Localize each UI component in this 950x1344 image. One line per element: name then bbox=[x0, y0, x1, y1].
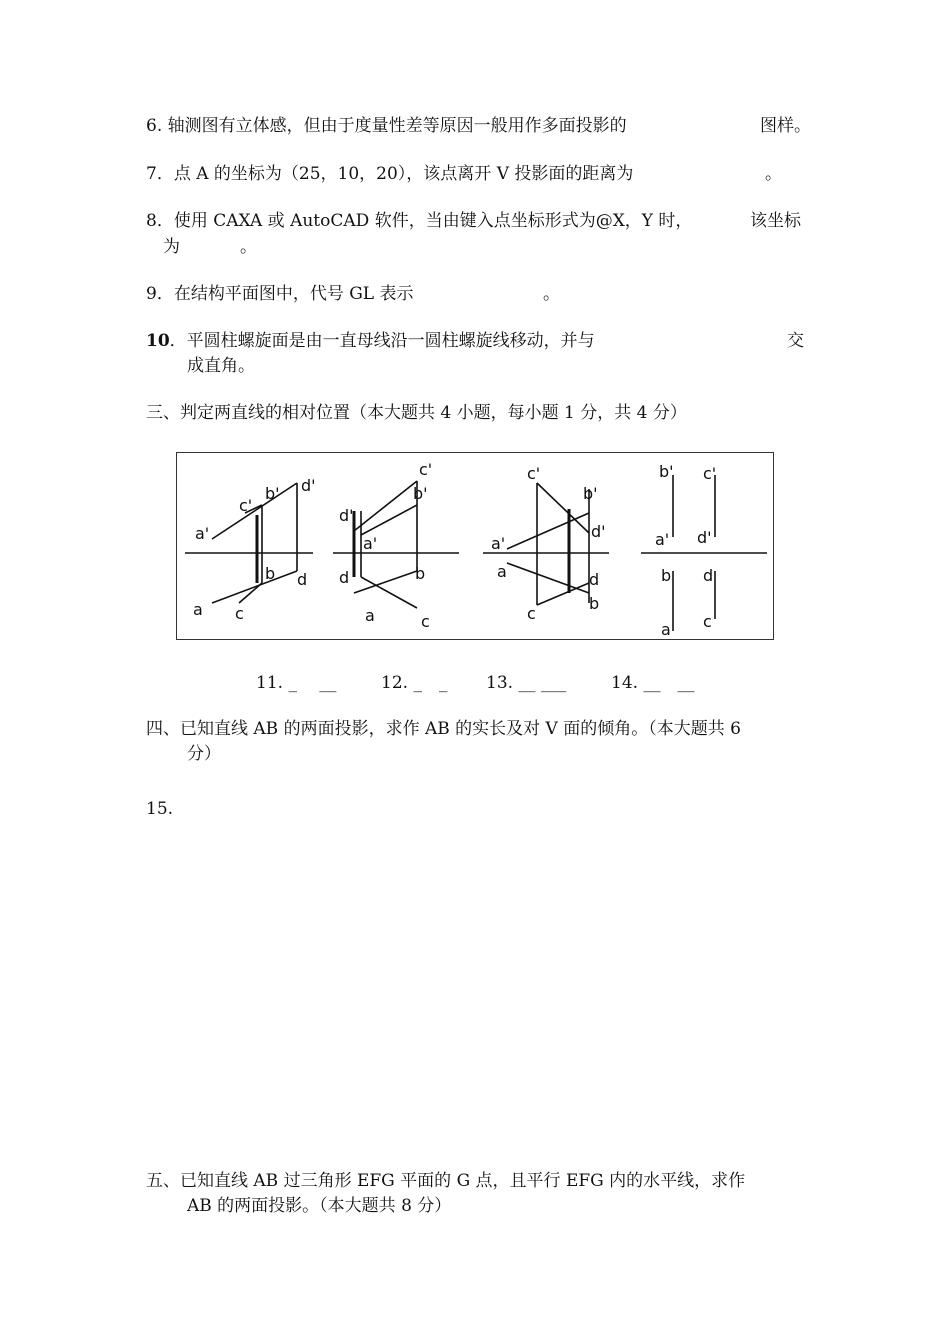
fig1-line-c bbox=[239, 583, 262, 603]
fig3-label-b-prime: b' bbox=[583, 484, 598, 503]
fig2-label-b: b bbox=[415, 564, 426, 583]
fig4-label-a: a bbox=[661, 620, 671, 639]
question-10-number: 10 bbox=[146, 331, 170, 351]
answer-13: 13. __ ___ bbox=[486, 673, 567, 693]
fig2-label-d: d bbox=[339, 568, 350, 587]
fig4-label-b: b bbox=[661, 566, 672, 585]
fig2-label-d-prime: d' bbox=[339, 506, 354, 525]
section-4-line2: 分） bbox=[187, 744, 221, 764]
fig3-label-c: c bbox=[527, 604, 536, 623]
fig1-label-d-prime: d' bbox=[301, 476, 316, 495]
fig3-line-2 bbox=[537, 483, 589, 533]
question-10-text: ．平圆柱螺旋面是由一直母线沿一圆柱螺旋线移动，并与 bbox=[169, 331, 595, 351]
projection-diagrams-svg bbox=[177, 453, 773, 639]
fig2-label-a-prime: a' bbox=[363, 534, 378, 553]
section-3-title: 三、判定两直线的相对位置（本大题共 4 小题，每小题 1 分，共 4 分） bbox=[146, 403, 687, 423]
question-8-line2-tail: 。 bbox=[240, 237, 257, 257]
fig1-label-b: b bbox=[265, 564, 276, 583]
question-8: 8．使用 CAXA 或 AutoCAD 软件，当由键入点坐标形式为@X，Y 时， bbox=[146, 211, 693, 231]
fig1-line-a-prime bbox=[212, 483, 297, 539]
question-10 bbox=[146, 329, 595, 353]
answer-12: 12. _ _ bbox=[381, 673, 448, 693]
fig4-label-b-prime: b' bbox=[659, 462, 674, 481]
question-6-text: 6. 轴测图有立体感，但由于度量性差等原因一般用作多面投影的 bbox=[146, 116, 627, 136]
projection-figure bbox=[176, 452, 774, 640]
fig2-cross-1 bbox=[361, 577, 417, 608]
fig3-label-d-prime: d' bbox=[591, 522, 606, 541]
fig4-label-c: c bbox=[703, 612, 712, 631]
question-10-tail: 交 bbox=[787, 331, 804, 351]
question-8-tail: 该坐标 bbox=[750, 211, 801, 231]
fig4-label-d-prime: d' bbox=[697, 528, 712, 547]
question-15-number: 15. bbox=[146, 799, 174, 819]
question-10-line2: 成直角。 bbox=[187, 356, 255, 376]
fig2-label-b-prime: b' bbox=[413, 484, 428, 503]
fig3-label-d: d bbox=[589, 570, 600, 589]
fig1-label-c: c bbox=[235, 604, 244, 623]
fig3-line-1 bbox=[507, 513, 589, 549]
fig4-label-c-prime: c' bbox=[703, 464, 717, 483]
fig1-line-a bbox=[212, 571, 297, 603]
question-6-tail: 图样。 bbox=[760, 116, 811, 136]
fig1-label-b-prime: b' bbox=[265, 484, 280, 503]
fig3-label-a: a bbox=[497, 562, 507, 581]
fig1-label-d: d bbox=[297, 570, 308, 589]
fig2-label-c-prime: c' bbox=[419, 460, 433, 479]
fig4-label-a-prime: a' bbox=[655, 530, 670, 549]
fig4-label-d: d bbox=[703, 566, 714, 585]
question-8-line2: 为 bbox=[163, 237, 180, 257]
question-6 bbox=[146, 114, 627, 138]
fig3-label-c-prime: c' bbox=[527, 464, 541, 483]
fig1-label-a: a bbox=[193, 600, 203, 619]
question-7-tail: 。 bbox=[765, 164, 782, 184]
question-7: 7．点 A 的坐标为（25，10，20），该点离开 V 投影面的距离为 bbox=[146, 164, 634, 184]
fig2-line-d-prime bbox=[354, 481, 417, 531]
fig3-label-a-prime: a' bbox=[491, 534, 506, 553]
fig1-label-c-prime: c' bbox=[239, 496, 253, 515]
section-5-line2: AB 的两面投影。（本大题共 8 分） bbox=[187, 1196, 452, 1216]
section-4-title: 四、已知直线 AB 的两面投影，求作 AB 的实长及对 V 面的倾角。（本大题共 6 bbox=[146, 719, 741, 739]
question-9-tail: 。 bbox=[543, 284, 560, 304]
question-9: 9．在结构平面图中，代号 GL 表示 bbox=[146, 284, 414, 304]
fig3-line-4 bbox=[537, 583, 589, 605]
answer-14: 14. __ __ bbox=[611, 673, 695, 693]
fig3-label-b: b bbox=[589, 594, 600, 613]
section-5-title: 五、已知直线 AB 过三角形 EFG 平面的 G 点，且平行 EFG 内的水平线，求作 bbox=[146, 1171, 746, 1191]
fig1-label-a-prime: a' bbox=[195, 524, 210, 543]
answer-11: 11. _ __ bbox=[256, 673, 337, 693]
fig2-label-c: c bbox=[421, 612, 430, 631]
fig2-line-a-prime bbox=[361, 505, 417, 535]
fig2-label-a: a bbox=[365, 606, 375, 625]
